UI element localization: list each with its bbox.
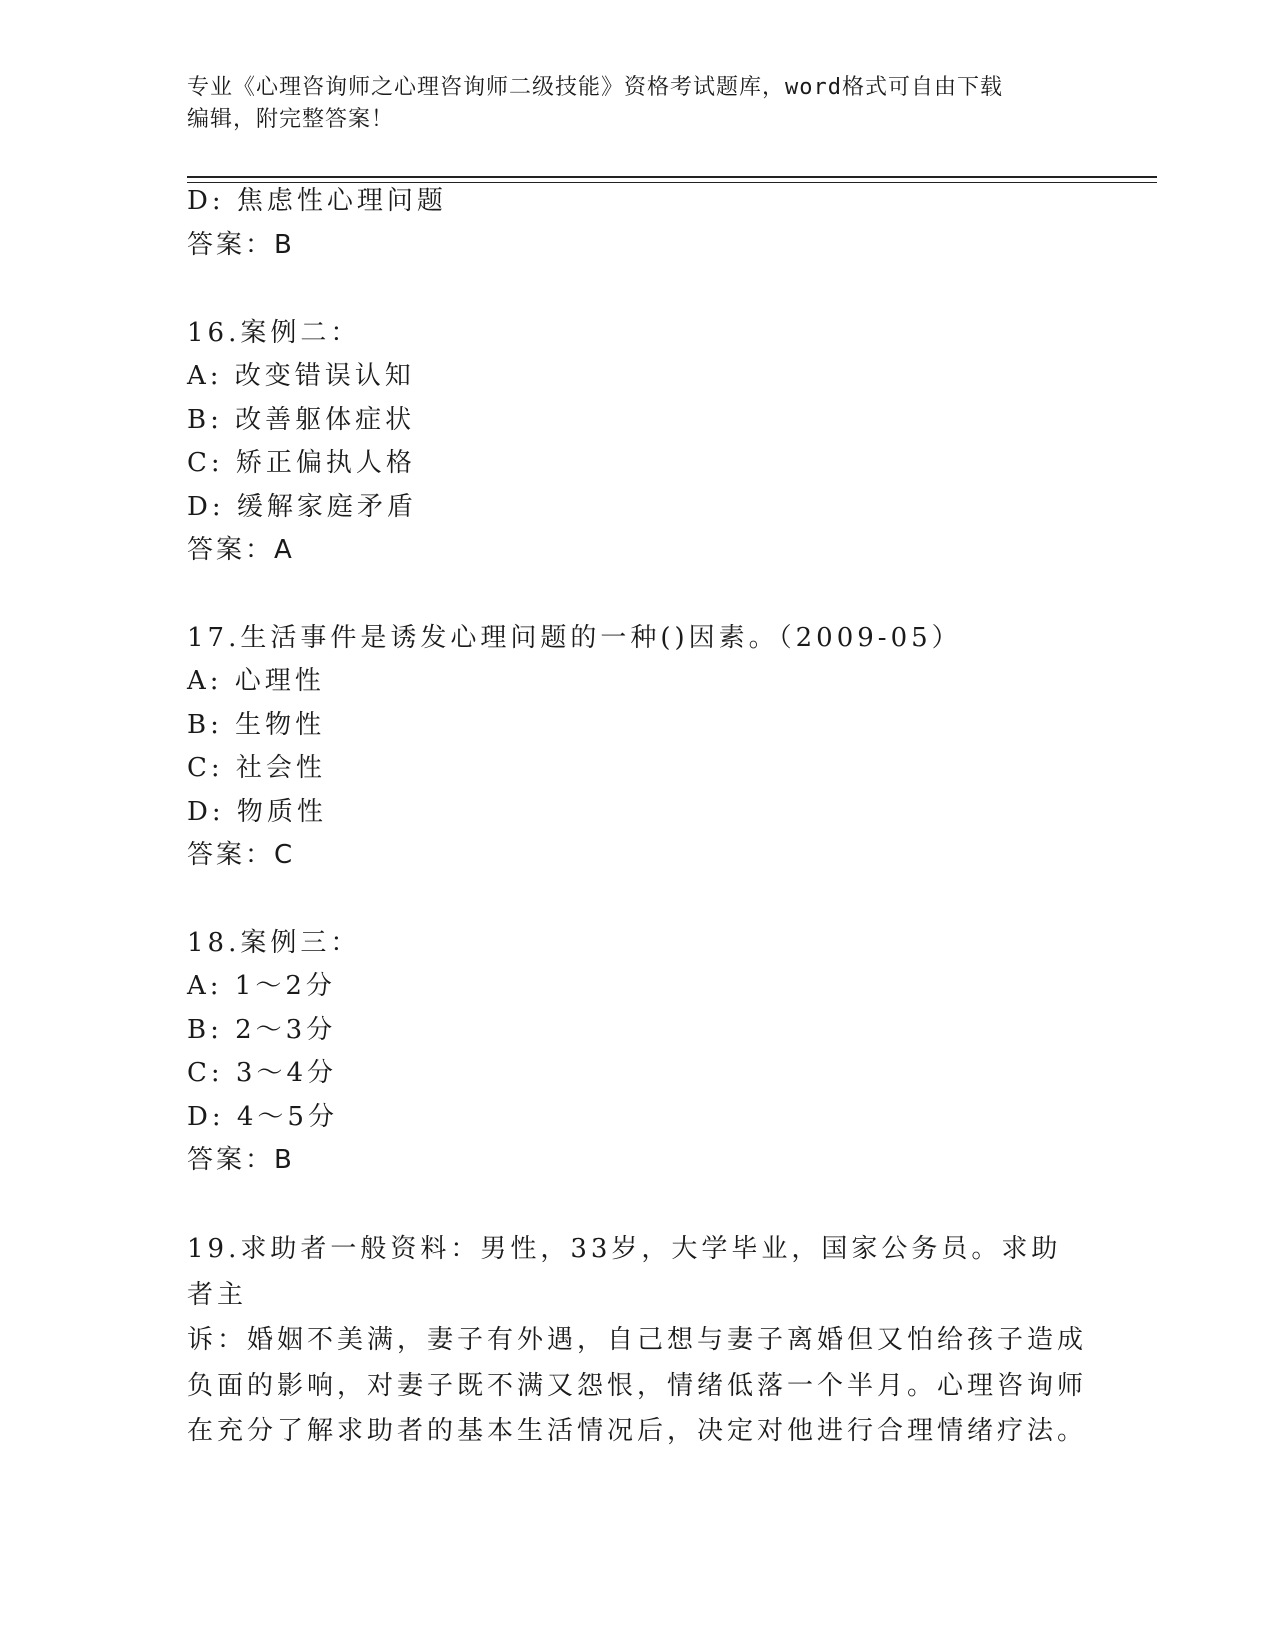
question-18-option-c: C: 3～4分 [187, 1058, 338, 1088]
header-divider-thick [187, 176, 1157, 178]
question-16-option-a: A: 改变错误认知 [187, 361, 415, 391]
question-18-option-d: D: 4～5分 [187, 1102, 338, 1132]
question-17-stem: 17.生活事件是诱发心理问题的一种()因素。（2009-05） [187, 623, 962, 653]
question-17-option-c: C: 社会性 [187, 753, 326, 783]
answer-q18: 答案：B [187, 1145, 295, 1175]
answer-q16: 答案：A [187, 535, 295, 565]
question-18-option-b: B: 2～3分 [187, 1015, 337, 1045]
header-note [187, 72, 1087, 136]
question-16-option-b: B: 改善躯体症状 [187, 405, 416, 435]
question-17-option-a: A: 心理性 [187, 666, 325, 696]
question-17-option-b: B: 生物性 [187, 710, 326, 740]
question-18-option-a: A: 1～2分 [187, 971, 336, 1001]
question-19-line-1: 19.求助者一般资料：男性，33岁，大学毕业，国家公务员。求助者主 [187, 1234, 1062, 1310]
question-19-stem [187, 1227, 1087, 1455]
question-17-option-d: D: 物质性 [187, 797, 327, 827]
header-note-line-1: 专业《心理咨询师之心理咨询师二级技能》资格考试题库，word格式可自由下载 [187, 75, 1003, 100]
question-19-line-3: 负面的影响，对妻子既不满又怨恨，情绪低落一个半月。心理咨询师 [187, 1370, 1088, 1401]
question-16-option-d: D: 缓解家庭矛盾 [187, 492, 417, 522]
question-16-option-c: C: 矫正偏执人格 [187, 448, 416, 478]
question-19-line-4: 在充分了解求助者的基本生活情况后，决定对他进行合理情绪疗法。 [187, 1416, 1088, 1446]
answer-q15: 答案：B [187, 230, 295, 260]
question-18-stem: 18.案例三： [187, 928, 361, 958]
header-divider-thin [187, 182, 1157, 183]
header-note-line-2: 编辑，附完整答案！ [187, 107, 395, 132]
option-d-q15: D: 焦虑性心理问题 [187, 186, 447, 216]
question-16-stem: 16.案例二： [187, 318, 361, 348]
question-19-line-2: 诉：婚姻不美满，妻子有外遇，自己想与妻子离婚但又怕给孩子造成 [187, 1325, 1088, 1355]
answer-q17: 答案：C [187, 840, 296, 870]
